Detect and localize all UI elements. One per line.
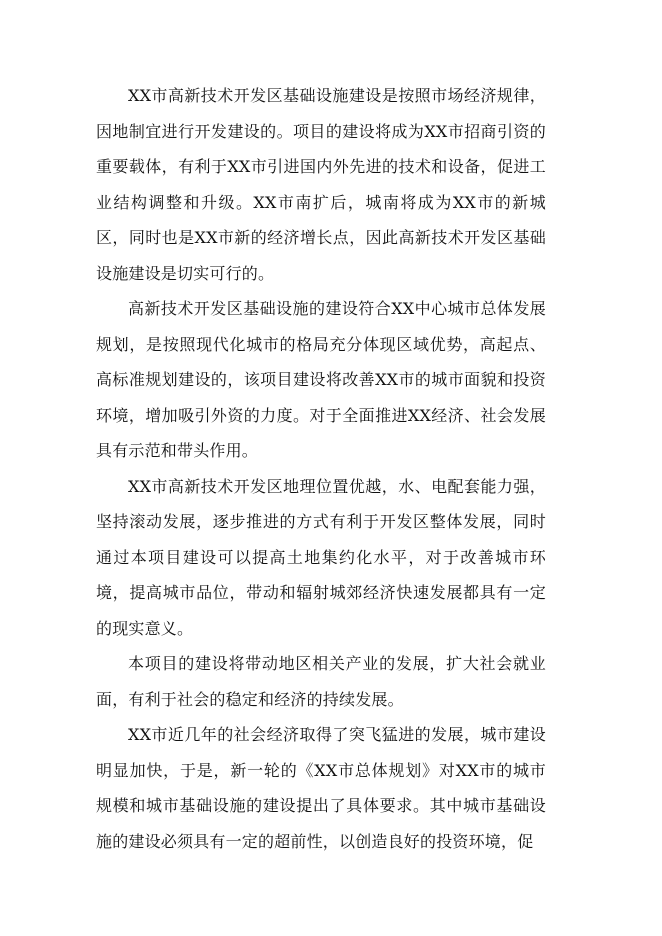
paragraph-5: XX市近几年的社会经济取得了突飞猛进的发展，城市建设明显加快，于是，新一轮的《XX市总体规划》对XX市的城市规模和城市基础设施的建设提出了具体要求。其中城市基础设施的建设必须具有一定的超前性，以创造良好的投资环境，促 <box>96 725 546 851</box>
paragraph-2: 高新技术开发区基础设施的建设符合XX中心城市总体发展规划，是按照现代化城市的格局充分体现区域优势，高起点、高标准规划建设的，该项目建设将改善XX市的城市面貌和投资环境，增加吸引外资的力度。对于全面推进XX经济、社会发展具有示范和带头作用。 <box>96 299 546 460</box>
paragraph-1: XX市高新技术开发区基础设施建设是按照市场经济规律，因地制宜进行开发建设的。项目的建设将成为XX市招商引资的重要载体，有利于XX市引进国内外先进的技术和设备，促进工业结构调整和升级。XX市南扩后，城南将成为XX市的新城区，同时也是XX市新的经济增长点，因此高新技术开发区基础设施建设是切实可行的。 <box>96 86 546 283</box>
document-body <box>96 78 546 859</box>
paragraph-3: XX市高新技术开发区地理位置优越，水、电配套能力强，坚持滚动发展，逐步推进的方式有利于开发区整体发展，同时通过本项目建设可以提高土地集约化水平，对于改善城市环境，提高城市品位，带动和辐射城郊经济快速发展都具有一定的现实意义。 <box>96 476 546 638</box>
paragraph-4: 本项目的建设将带动地区相关产业的发展，扩大社会就业面，有利于社会的稳定和经济的持续发展。 <box>96 654 546 709</box>
